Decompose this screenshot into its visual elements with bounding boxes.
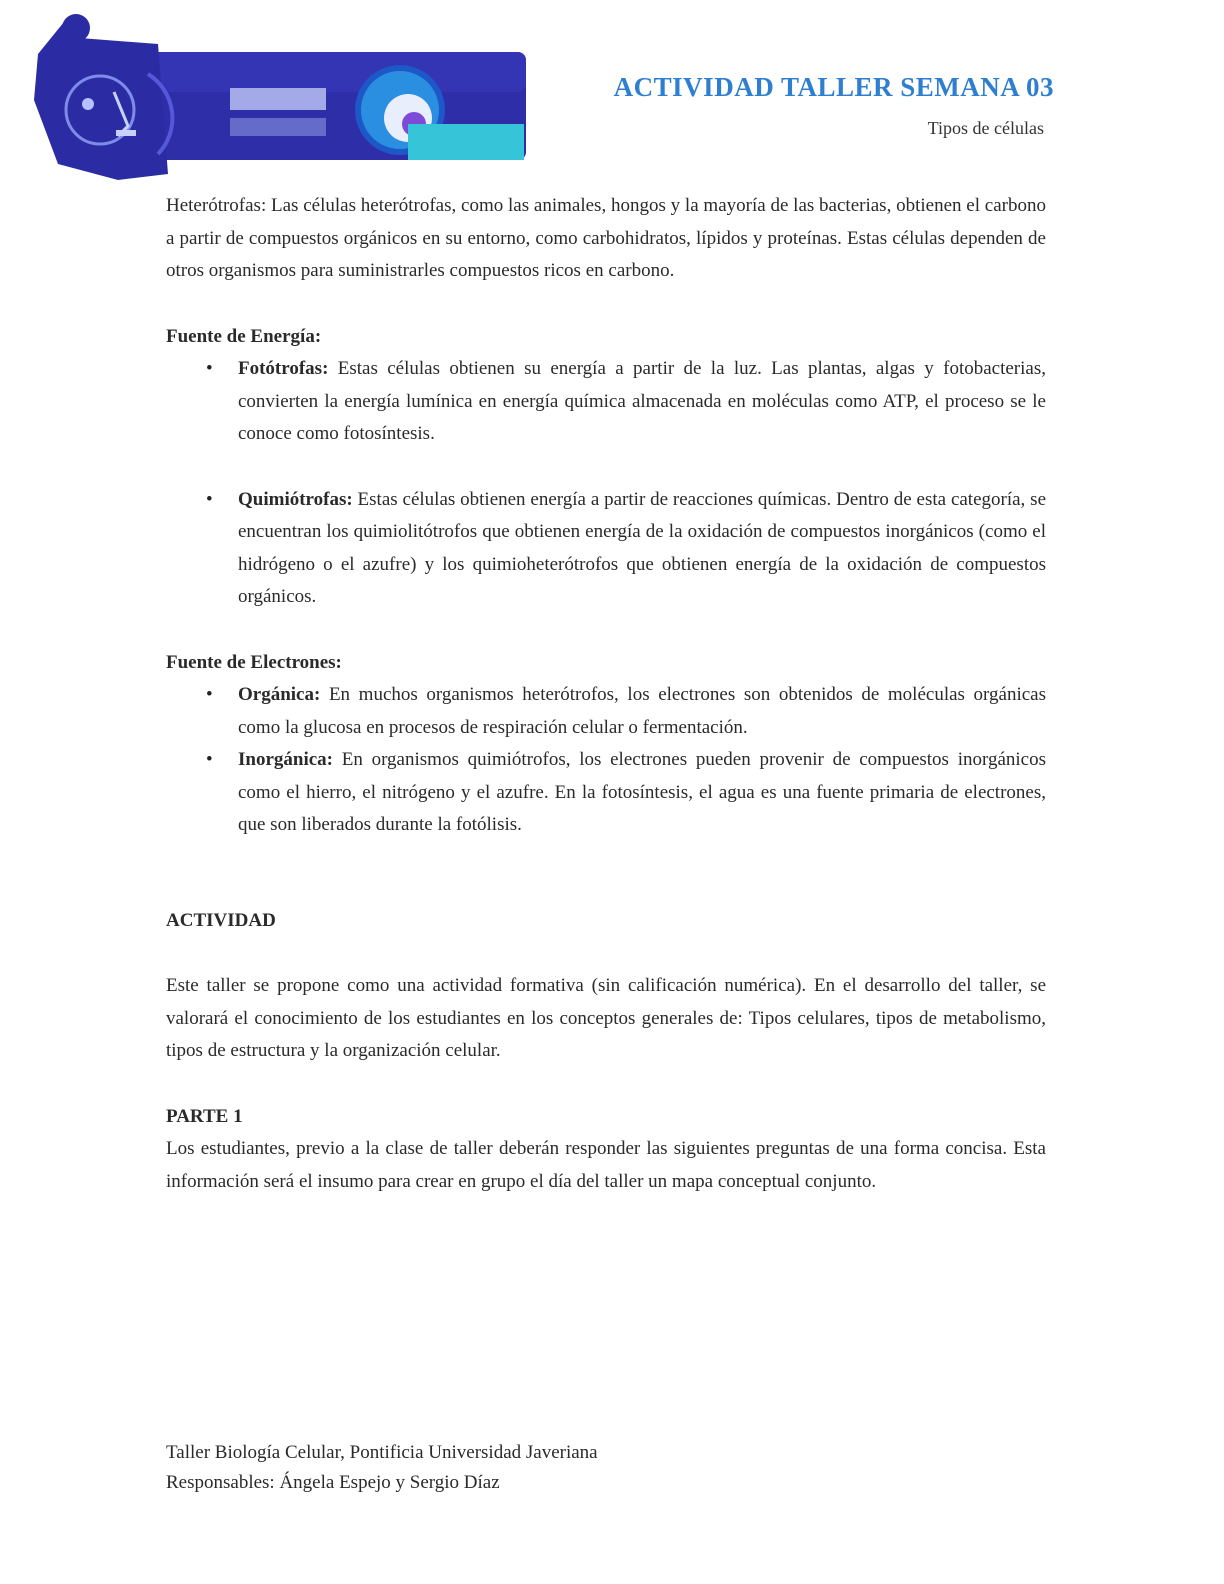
energy-list xyxy=(166,353,1046,614)
list-item xyxy=(238,679,1046,744)
list-item-term: Inorgánica: xyxy=(238,749,333,770)
list-item-text: En organismos quimiótrofos, los electrones pueden provenir de compuestos inorgánicos como el hierro, el nitrógeno y el azufre. En la fotosíntesis, el agua es una fuente primaria de electrones, que son liberados durante la fotólisis. xyxy=(238,749,1046,835)
part-heading: PARTE 1 xyxy=(166,1105,243,1127)
list-item xyxy=(238,744,1046,842)
energy-heading: Fuente de Energía: xyxy=(166,325,322,347)
list-item xyxy=(238,353,1046,451)
list-item-text: En muchos organismos heterótrofos, los electrones son obtenidos de moléculas orgánicas como la glucosa en procesos de respiración celular o fermentación. xyxy=(238,684,1046,738)
list-item-term: Orgánica: xyxy=(238,684,321,705)
activity-heading: ACTIVIDAD xyxy=(166,909,276,931)
document-body xyxy=(166,190,1046,1198)
intro-paragraph: Heterótrofas: Las células heterótrofas, como las animales, hongos y la mayoría de las bacterias, obtienen el carbono a partir de compuestos orgánicos en su entorno, como carbohidratos, lípidos y proteínas. Estas células dependen de otros organismos para suministrarles compuestos ricos en carbono. xyxy=(166,195,1046,281)
electron-heading: Fuente de Electrones: xyxy=(166,651,342,673)
list-item-text: Estas células obtienen energía a partir de reacciones químicas. Dentro de esta categoría, se encuentran los quimiolitótrofos que obtienen energía de la oxidación de compuestos inorgánicos (como el hidrógeno o el azufre) y los quimioheterótrofos que obtienen energía de la oxidación de compuestos orgánicos. xyxy=(238,488,1046,607)
document-footer xyxy=(166,1438,1046,1498)
header-banner-image xyxy=(18,14,530,184)
page-subtitle: Tipos de células xyxy=(927,118,1044,138)
list-item-text: Estas células obtienen su energía a partir de la luz. Las plantas, algas y fotobacterias, convierten la energía lumínica en energía química almacenada en moléculas como ATP, el proceso se le conoce como fotosíntesis. xyxy=(238,358,1046,444)
list-item xyxy=(238,484,1046,614)
footer-line: Taller Biología Celular, Pontificia Universidad Javeriana xyxy=(166,1442,598,1463)
activity-paragraph: Este taller se propone como una actividad formativa (sin calificación numérica). En el desarrollo del taller, se valorará el conocimiento de los estudiantes en los conceptos generales de: Tipos celulares, tipos de metabolismo, tipos de estructura y la organización celular. xyxy=(166,975,1046,1061)
list-item-term: Quimiótrofas: xyxy=(238,488,353,510)
electron-list xyxy=(166,679,1046,842)
page-title: ACTIVIDAD TALLER SEMANA 03 xyxy=(613,72,1054,102)
part-paragraph: Los estudiantes, previo a la clase de taller deberán responder las siguientes preguntas de una forma concisa. Esta información será el insumo para crear en grupo el día del taller un mapa conceptual conjunto. xyxy=(166,1138,1046,1192)
footer-line: Responsables: Ángela Espejo y Sergio Díaz xyxy=(166,1472,500,1493)
list-item-term: Fotótrofas: xyxy=(238,358,329,379)
